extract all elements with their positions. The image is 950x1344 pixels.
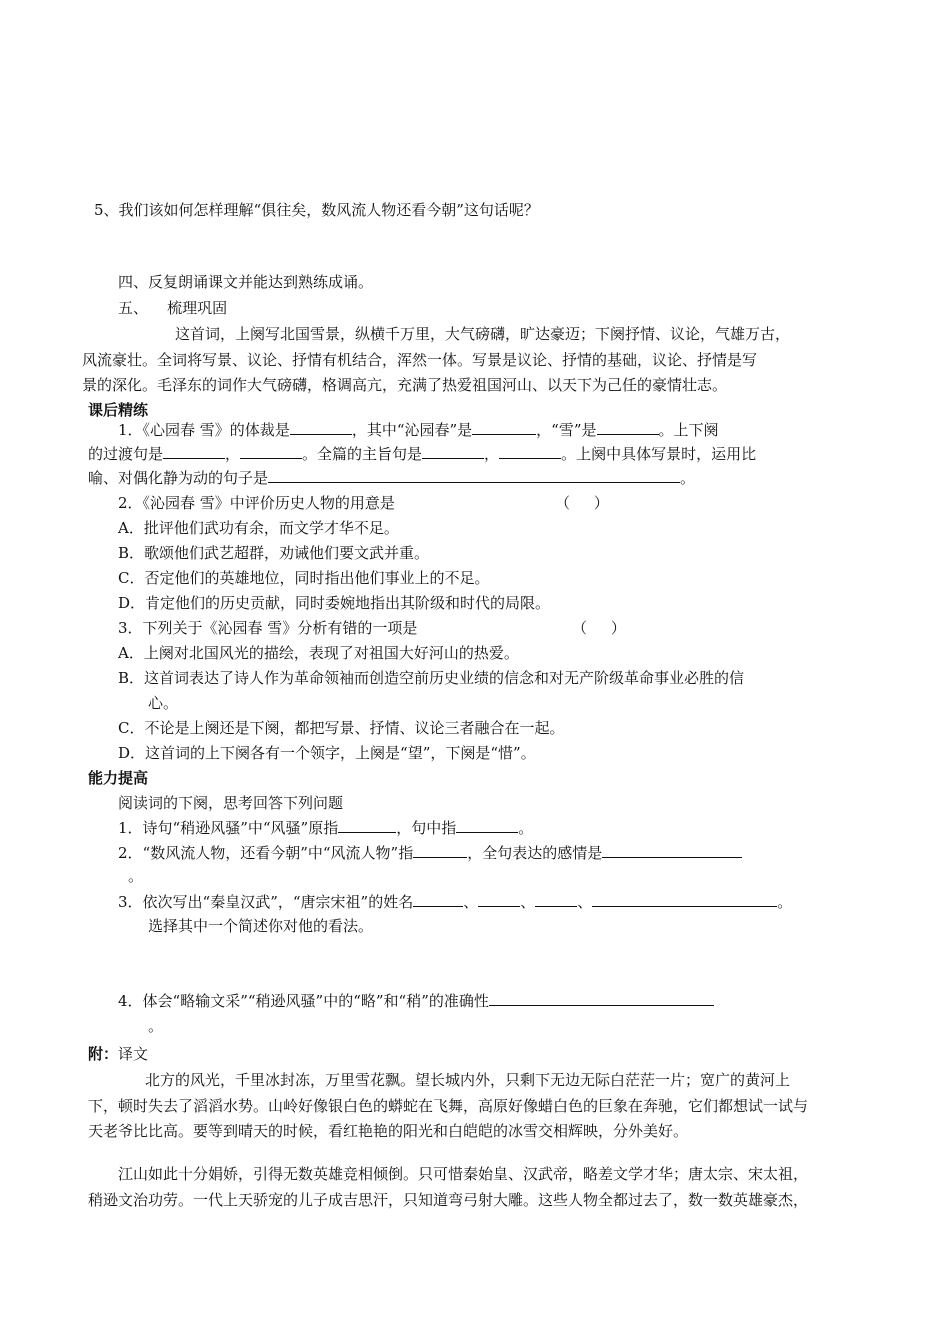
blank[interactable] xyxy=(456,818,518,833)
ability-1 xyxy=(118,818,533,838)
translation2-line-1: 江山如此十分娟娇，引得无数英雄竞相倾倒。只可惜秦始皇、汉武帝，略差文学才华；唐太宗、宋太祖， xyxy=(118,1165,809,1183)
p2-option-c: C．否定他们的英雄地位，同时指出他们事业上的不足。 xyxy=(118,569,490,587)
blank[interactable] xyxy=(422,444,484,459)
translation2-line-2: 稍逊文治功劳。一代上天骄宠的儿子成吉思汗，只知道弯弓射大雕。这些人物全都过去了，数一数英雄豪杰， xyxy=(88,1191,809,1209)
blank[interactable] xyxy=(478,892,520,907)
blank[interactable] xyxy=(413,892,463,907)
practice-title: 课后精练 xyxy=(88,401,149,419)
blank[interactable] xyxy=(163,444,225,459)
ability-4-end: 。 xyxy=(148,1017,164,1035)
p1-text-f: ， xyxy=(225,445,241,463)
blank[interactable] xyxy=(413,843,467,858)
ability-intro: 阅读词的下阕，思考回答下列问题 xyxy=(118,794,344,812)
question-5: 5、我们该如何怎样理解“俱往矣，数风流人物还看今朝”这句话呢？ xyxy=(94,201,539,219)
p3-option-b-cont: 心。 xyxy=(148,694,179,712)
a2-text-a: 2．“数风流人物，还看今朝”中“风流人物”指 xyxy=(118,844,414,862)
blank[interactable] xyxy=(472,420,536,435)
a3-sep-2: 、 xyxy=(520,893,536,911)
p3-paren: （ ） xyxy=(572,619,626,637)
translation-line-1: 北方的风光，千里冰封冻，万里雪花飘。望长城内外，只剩下无边无际白茫茫一片；宽广的黄河上 xyxy=(145,1071,791,1089)
blank[interactable] xyxy=(592,892,777,907)
practice-1-line-1 xyxy=(118,420,719,440)
p2-paren: （ ） xyxy=(555,494,609,512)
a1-text-c: 。 xyxy=(518,819,534,837)
a1-text-a: 1．诗句“稍逊风骚”中“风骚”原指 xyxy=(118,819,339,837)
blank[interactable] xyxy=(290,420,352,435)
p1-text-g: 。全篇的主旨句是 xyxy=(302,445,423,463)
blank[interactable] xyxy=(338,818,396,833)
appendix-title: 译文 xyxy=(118,1045,149,1063)
summary-line-2: 风流豪壮。全词将写景、议论、抒情有机结合，浑然一体。写景是议论、抒情的基础，议论、抒情是写 xyxy=(82,351,758,369)
practice-3: 3．下列关于《沁园春 雪》分析有错的一项是 xyxy=(118,619,418,637)
a1-text-b: ，句中指 xyxy=(396,819,457,837)
summary-line-1: 这首词，上阕写北国雪景，纵横千万里，大气磅礴，旷达豪迈；下阕抒情、议论，气雄万古， xyxy=(175,325,791,343)
blank[interactable] xyxy=(499,444,561,459)
p2-option-b: B．歌颂他们武艺超群，劝诫他们要文武并重。 xyxy=(118,544,430,562)
a2-text-b: ，全句表达的感情是 xyxy=(467,844,603,862)
practice-2 xyxy=(118,493,395,513)
p1-text-i: 。上阕中具体写景时，运用比 xyxy=(561,445,757,463)
p1-text-e: 的过渡句是 xyxy=(88,445,164,463)
p1-text-j: 喻、对偶化静为动的句子是 xyxy=(88,469,269,487)
translation-line-3: 天老爷比比高。要等到晴天的时候，看红艳艳的阳光和白皑皑的冰雪交相辉映，分外美好。 xyxy=(88,1122,689,1140)
a3-sep-1: 、 xyxy=(463,893,479,911)
p1-text-h: ， xyxy=(484,445,500,463)
ability-3 xyxy=(118,892,792,912)
summary-line-3: 景的深化。毛泽东的词作大气磅礴，格调高亢，充满了热爱祖国河山、以天下为己任的豪情壮志。 xyxy=(82,376,728,394)
appendix-heading xyxy=(88,1044,148,1064)
practice-1-line-3 xyxy=(88,468,695,488)
p1-text-k: 。 xyxy=(680,469,696,487)
p1-text-b: ，其中“沁园春”是 xyxy=(351,421,473,439)
blank[interactable] xyxy=(597,420,659,435)
p2-option-d: D．肯定他们的历史贡献，同时委婉地指出其阶级和时代的局限。 xyxy=(118,594,551,612)
a3-end: 。 xyxy=(777,893,793,911)
ability-2-end: 。 xyxy=(128,867,144,885)
p1-text-a: 1．《心园春 雪》的体裁是 xyxy=(118,421,290,439)
p3-option-b: B．这首词表达了诗人作为革命领袖而创造空前历史业绩的信念和对无产阶级革命事业必胜的信 xyxy=(118,669,745,687)
blank[interactable] xyxy=(602,843,742,858)
ability-4 xyxy=(118,991,714,1011)
blank[interactable] xyxy=(535,892,577,907)
p1-text-d: 。上下阕 xyxy=(658,421,719,439)
p2-option-a: A．批评他们武功有余，而文学才华不足。 xyxy=(118,519,399,537)
a4-text-a: 4．体会“略输文采”“稍逊风骚”中的“略”和“稍”的准确性 xyxy=(118,992,489,1010)
section-4: 四、反复朗诵课文并能达到熟练成诵。 xyxy=(118,273,374,291)
section-5: 五、 梳理巩固 xyxy=(118,299,228,317)
p2-question: 2．《沁园春 雪》中评价历史人物的用意是 xyxy=(118,494,395,512)
p3-option-d: D．这首词的上下阕各有一个领字，上阕是“望”，下阕是“惜”。 xyxy=(118,744,536,762)
ability-3-line-2: 选择其中一个简述你对他的看法。 xyxy=(148,917,374,935)
a3-text-a: 3．依次写出“秦皇汉武”，“唐宗宋祖”的姓名 xyxy=(118,893,414,911)
blank[interactable] xyxy=(489,991,714,1006)
appendix-label: 附： xyxy=(88,1045,119,1063)
p1-text-c: ，“雪”是 xyxy=(536,421,597,439)
p3-option-a: A．上阕对北国风光的描绘，表现了对祖国大好河山的热爱。 xyxy=(118,644,519,662)
practice-1-line-2 xyxy=(88,444,756,464)
blank[interactable] xyxy=(268,468,680,483)
a3-sep-3: 、 xyxy=(577,893,593,911)
translation-line-2: 下，顿时失去了滔滔水势。山岭好像银白色的蟒蛇在飞舞，高原好像蜡白色的巨象在奔驰，它们都想试一试与 xyxy=(88,1097,809,1115)
blank[interactable] xyxy=(240,444,302,459)
p3-option-c: C．不论是上阕还是下阕，都把写景、抒情、议论三者融合在一起。 xyxy=(118,719,565,737)
ability-2 xyxy=(118,843,742,863)
ability-title: 能力提高 xyxy=(88,769,149,787)
